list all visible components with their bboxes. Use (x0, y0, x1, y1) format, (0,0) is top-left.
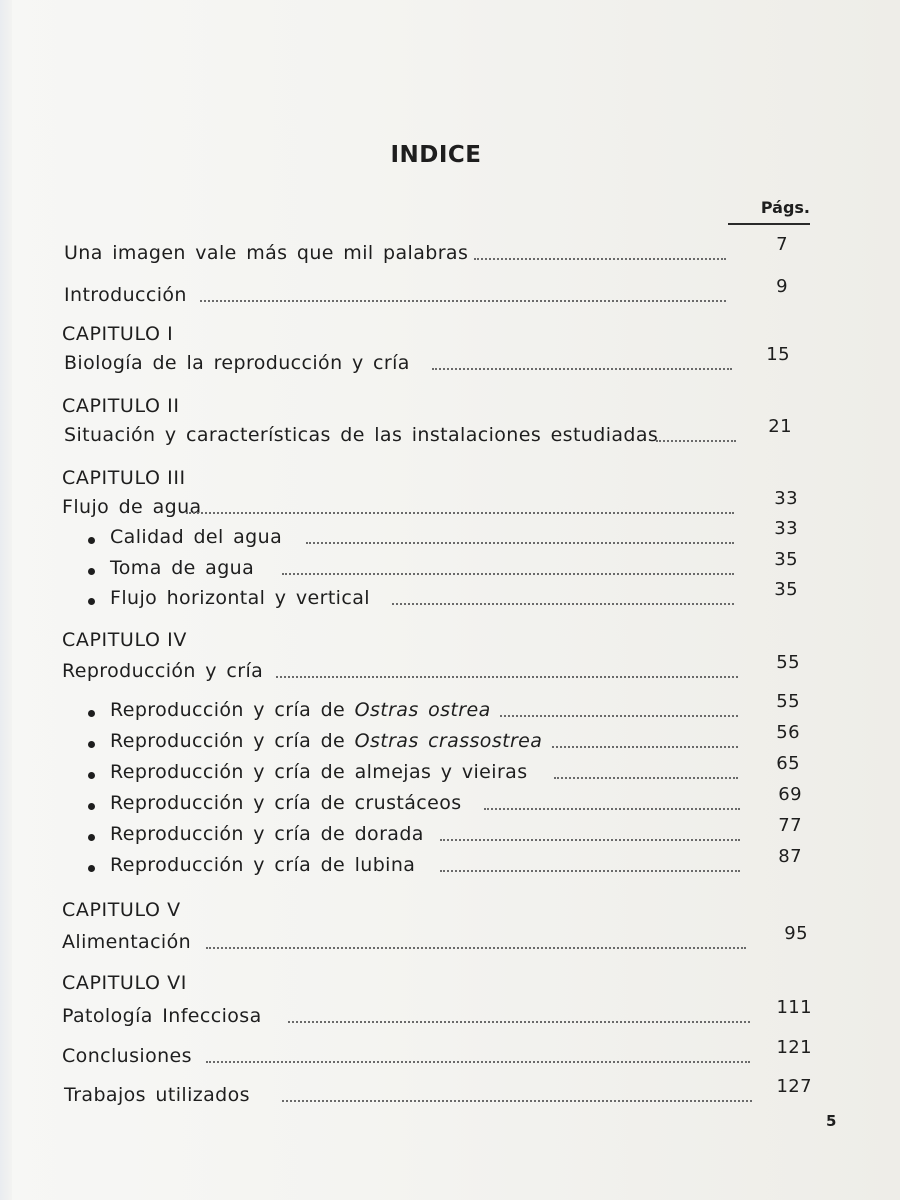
label-text: Reproducción y cría de (110, 699, 355, 721)
dot-leader (206, 947, 746, 949)
dot-leader (432, 368, 732, 370)
toc-entry-label: Reproducción y cría de crustáceos (110, 792, 462, 814)
toc-entry-page: 55 (776, 691, 800, 712)
bullet-icon (88, 772, 95, 779)
dot-leader (440, 870, 740, 872)
toc-entry-label: Biología de la reproducción y cría (64, 352, 410, 374)
dot-leader (282, 573, 734, 575)
toc-entry-page: 35 (774, 579, 798, 600)
toc-entry-page: 87 (778, 846, 802, 867)
toc-entry-page: 55 (776, 652, 800, 673)
toc-entry-page: 7 (776, 234, 788, 255)
dot-leader (500, 715, 738, 717)
toc-entry-page: 77 (778, 815, 802, 836)
bullet-icon (88, 598, 95, 605)
bullet-icon (88, 568, 95, 575)
chapter-heading: CAPITULO IV (62, 629, 187, 651)
toc-entry-label: Conclusiones (62, 1045, 192, 1067)
toc-entry-label: Calidad del agua (110, 526, 283, 548)
toc-entry-label: Patología Infecciosa (62, 1005, 262, 1027)
dot-leader (440, 839, 740, 841)
toc-entry-page: 56 (776, 722, 800, 743)
dot-leader (288, 1021, 750, 1023)
chapter-heading: CAPITULO V (62, 899, 181, 921)
dot-leader (656, 440, 736, 442)
dot-leader (200, 300, 726, 302)
dot-leader (186, 512, 734, 514)
dot-leader (474, 258, 726, 260)
bullet-icon (88, 803, 95, 810)
toc-entry-label: Reproducción y cría de lubina (110, 854, 416, 876)
toc-entry-page: 121 (776, 1037, 812, 1058)
chapter-heading: CAPITULO II (62, 395, 180, 417)
toc-entry-page: 127 (776, 1076, 812, 1097)
label-italic-text: Ostras ostrea (354, 699, 491, 721)
bullet-icon (88, 741, 95, 748)
bullet-icon (88, 865, 95, 872)
toc-entry-label: Alimentación (62, 931, 192, 953)
toc-entry-label: Toma de agua (110, 557, 255, 579)
bullet-icon (88, 710, 95, 717)
dot-leader (552, 746, 738, 748)
label-text: Reproducción y cría de (110, 730, 355, 752)
chapter-heading: CAPITULO III (62, 467, 186, 489)
toc-entry-page: 9 (776, 276, 788, 297)
toc-entry-page: 21 (768, 416, 792, 437)
pages-column-header: Págs. (728, 198, 810, 225)
toc-entry-page: 65 (776, 753, 800, 774)
page-number: 5 (826, 1112, 837, 1130)
label-italic-text: Ostras crassostrea (354, 730, 543, 752)
toc-entry-label (110, 730, 542, 752)
toc-entry-page: 95 (784, 923, 808, 944)
toc-entry-page: 111 (776, 997, 812, 1018)
toc-entry-label: Introducción (64, 284, 187, 306)
dot-leader (554, 777, 738, 779)
toc-entry-page: 15 (766, 344, 790, 365)
bullet-icon (88, 537, 95, 544)
toc-entry-label: Reproducción y cría de dorada (110, 823, 424, 845)
dot-leader (392, 603, 734, 605)
toc-entry-page: 33 (774, 518, 798, 539)
page-title: INDICE (390, 142, 482, 168)
toc-entry-label: Una imagen vale más que mil palabras (64, 242, 469, 264)
toc-entry-page: 69 (778, 784, 802, 805)
toc-entry-label (110, 699, 491, 721)
dot-leader (206, 1061, 750, 1063)
chapter-heading: CAPITULO I (62, 323, 174, 345)
dot-leader (282, 1100, 752, 1102)
toc-entry-label: Reproducción y cría de almejas y vieiras (110, 761, 528, 783)
toc-entry-page: 35 (774, 549, 798, 570)
chapter-heading: CAPITULO VI (62, 972, 187, 994)
dot-leader (276, 676, 738, 678)
toc-entry-page: 33 (774, 488, 798, 509)
page-edge (0, 0, 12, 1200)
toc-entry-label: Trabajos utilizados (64, 1084, 250, 1106)
dot-leader (306, 542, 734, 544)
toc-entry-label: Reproducción y cría (62, 660, 264, 682)
dot-leader (484, 808, 740, 810)
toc-entry-label: Flujo horizontal y vertical (110, 587, 370, 609)
toc-entry-label: Flujo de agua (62, 496, 202, 518)
toc-entry-label: Situación y características de las instalaciones estudiadas (64, 424, 659, 446)
bullet-icon (88, 834, 95, 841)
